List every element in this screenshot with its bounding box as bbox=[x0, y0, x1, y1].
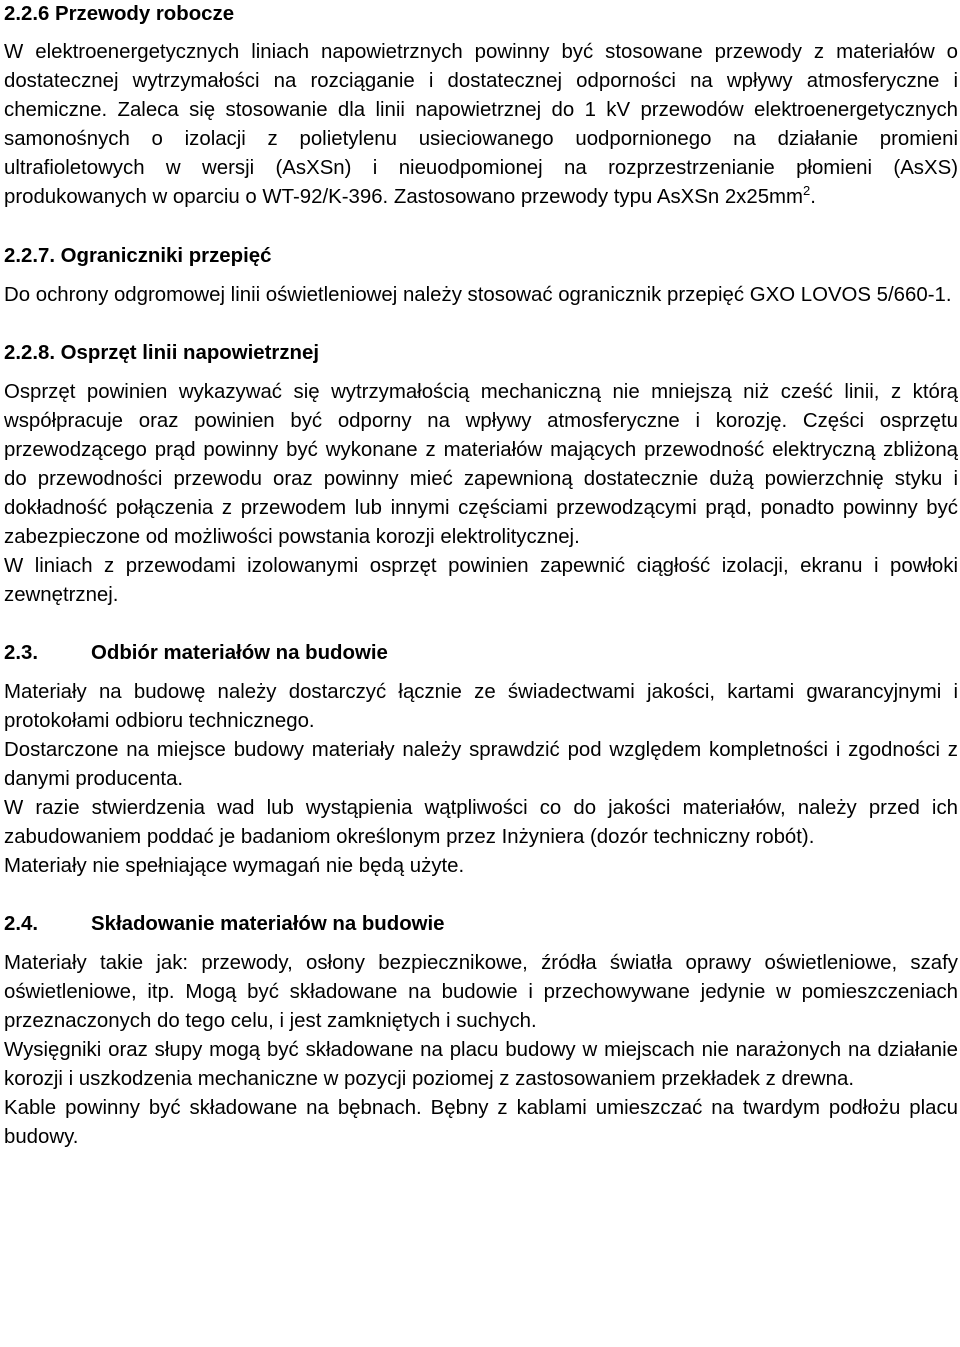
paragraph-osprzet-1: Osprzęt powinien wykazywać się wytrzymałością mechaniczną nie mniejszą niż cześć linii, z którą współpracuje oraz powinien być odporny na wpływy atmosferyczne i korozję. Części osprzętu przewodzącego prąd powinny być wykonane z materiałów mających przewodność elektryczną zbliżoną do przewodności przewodu oraz powinny mieć zapewnioną dostatecznie dużą powierzchnię styku i dokładność połączenia z przewodem lub innymi częściami przewodzącymi prąd, ponadto powinny być zabezpieczone od możliwości powstania korozji elektrolitycznej. bbox=[4, 381, 958, 548]
paragraph-ograniczniki: Do ochrony odgromowej linii oświetleniowej należy stosować ogranicznik przepięć GXO LOVOS 5/660-1. bbox=[4, 284, 952, 306]
paragraph-odbior-1: Materiały na budowę należy dostarczyć łącznie ze świadectwami jakości, kartami gwarancyjnymi i protokołami odbioru technicznego. bbox=[4, 681, 958, 732]
paragraph-osprzet-2: W liniach z przewodami izolowanymi osprzęt powinien zapewnić ciągłość izolacji, ekranu i powłoki zewnętrznej. bbox=[4, 555, 958, 606]
heading-2-4-number: 2.4. bbox=[4, 913, 39, 935]
heading-2-3-number: 2.3. bbox=[4, 642, 39, 664]
heading-2-3-title: Odbiór materiałów na budowie bbox=[91, 642, 388, 664]
paragraph-text: W elektroenergetycznych liniach napowietrznych powinny być stosowane przewody z materiałów o dostatecznej wytrzymałości na rozciąganie i dostatecznej odporności na wpływy atmosferyczne i chemiczne. Zaleca się stosowanie dla linii napowietrznej do 1 kV przewodów elektroenergetycznych samonośnych o izolacji z polietylenu usieciowanego uodpornionego na działanie promieni ultrafioletowych w wersji (AsXSn) i nieuodpomionej na rozprzestrzenianie płomieni (AsXS) produkowanych w oparciu o WT-92/K-396. Zastosowano przewody typu AsXSn 2x25mm bbox=[4, 41, 958, 208]
paragraph-odbior-3: W razie stwierdzenia wad lub wystąpienia wątpliwości co do jakości materiałów, należy przed ich zabudowaniem poddać je badaniom określonym przez Inżyniera (dozór techniczny robót). bbox=[4, 797, 958, 848]
heading-2-4-title: Składowanie materiałów na budowie bbox=[91, 913, 445, 935]
paragraph-odbior-4: Materiały nie spełniające wymagań nie będą użyte. bbox=[4, 855, 465, 877]
paragraph-skladowanie-3: Kable powinny być składowane na bębnach. Bębny z kablami umieszczać na twardym podłożu placu budowy. bbox=[4, 1097, 958, 1148]
heading-2-2-7: 2.2.7. Ograniczniki przepięć bbox=[4, 245, 272, 267]
paragraph-end: . bbox=[810, 186, 816, 208]
paragraph-skladowanie-2: Wysięgniki oraz słupy mogą być składowane na placu budowy w miejscach nie narażonych na działanie korozji i uszkodzenia mechaniczne w pozycji poziomej z zastosowaniem przekładek z drewna. bbox=[4, 1039, 958, 1090]
superscript: 2 bbox=[803, 183, 811, 199]
paragraph-przewody-robocze bbox=[4, 38, 958, 212]
heading-2-2-8: 2.2.8. Osprzęt linii napowietrznej bbox=[4, 342, 319, 364]
heading-2-2-6: 2.2.6 Przewody robocze bbox=[4, 3, 235, 25]
heading-2-3 bbox=[4, 639, 958, 668]
paragraph-skladowanie-1: Materiały takie jak: przewody, osłony bezpiecznikowe, źródła światła oprawy oświetleniowe, szafy oświetleniowe, itp. Mogą być składowane na budowie i przechowywane jedynie w pomieszczeniach przeznaczonych do tego celu, i jest zamkniętych i suchych. bbox=[4, 952, 958, 1032]
heading-2-4 bbox=[4, 910, 958, 939]
paragraph-odbior-2: Dostarczone na miejsce budowy materiały należy sprawdzić pod względem kompletności i zgodności z danymi producenta. bbox=[4, 739, 958, 790]
